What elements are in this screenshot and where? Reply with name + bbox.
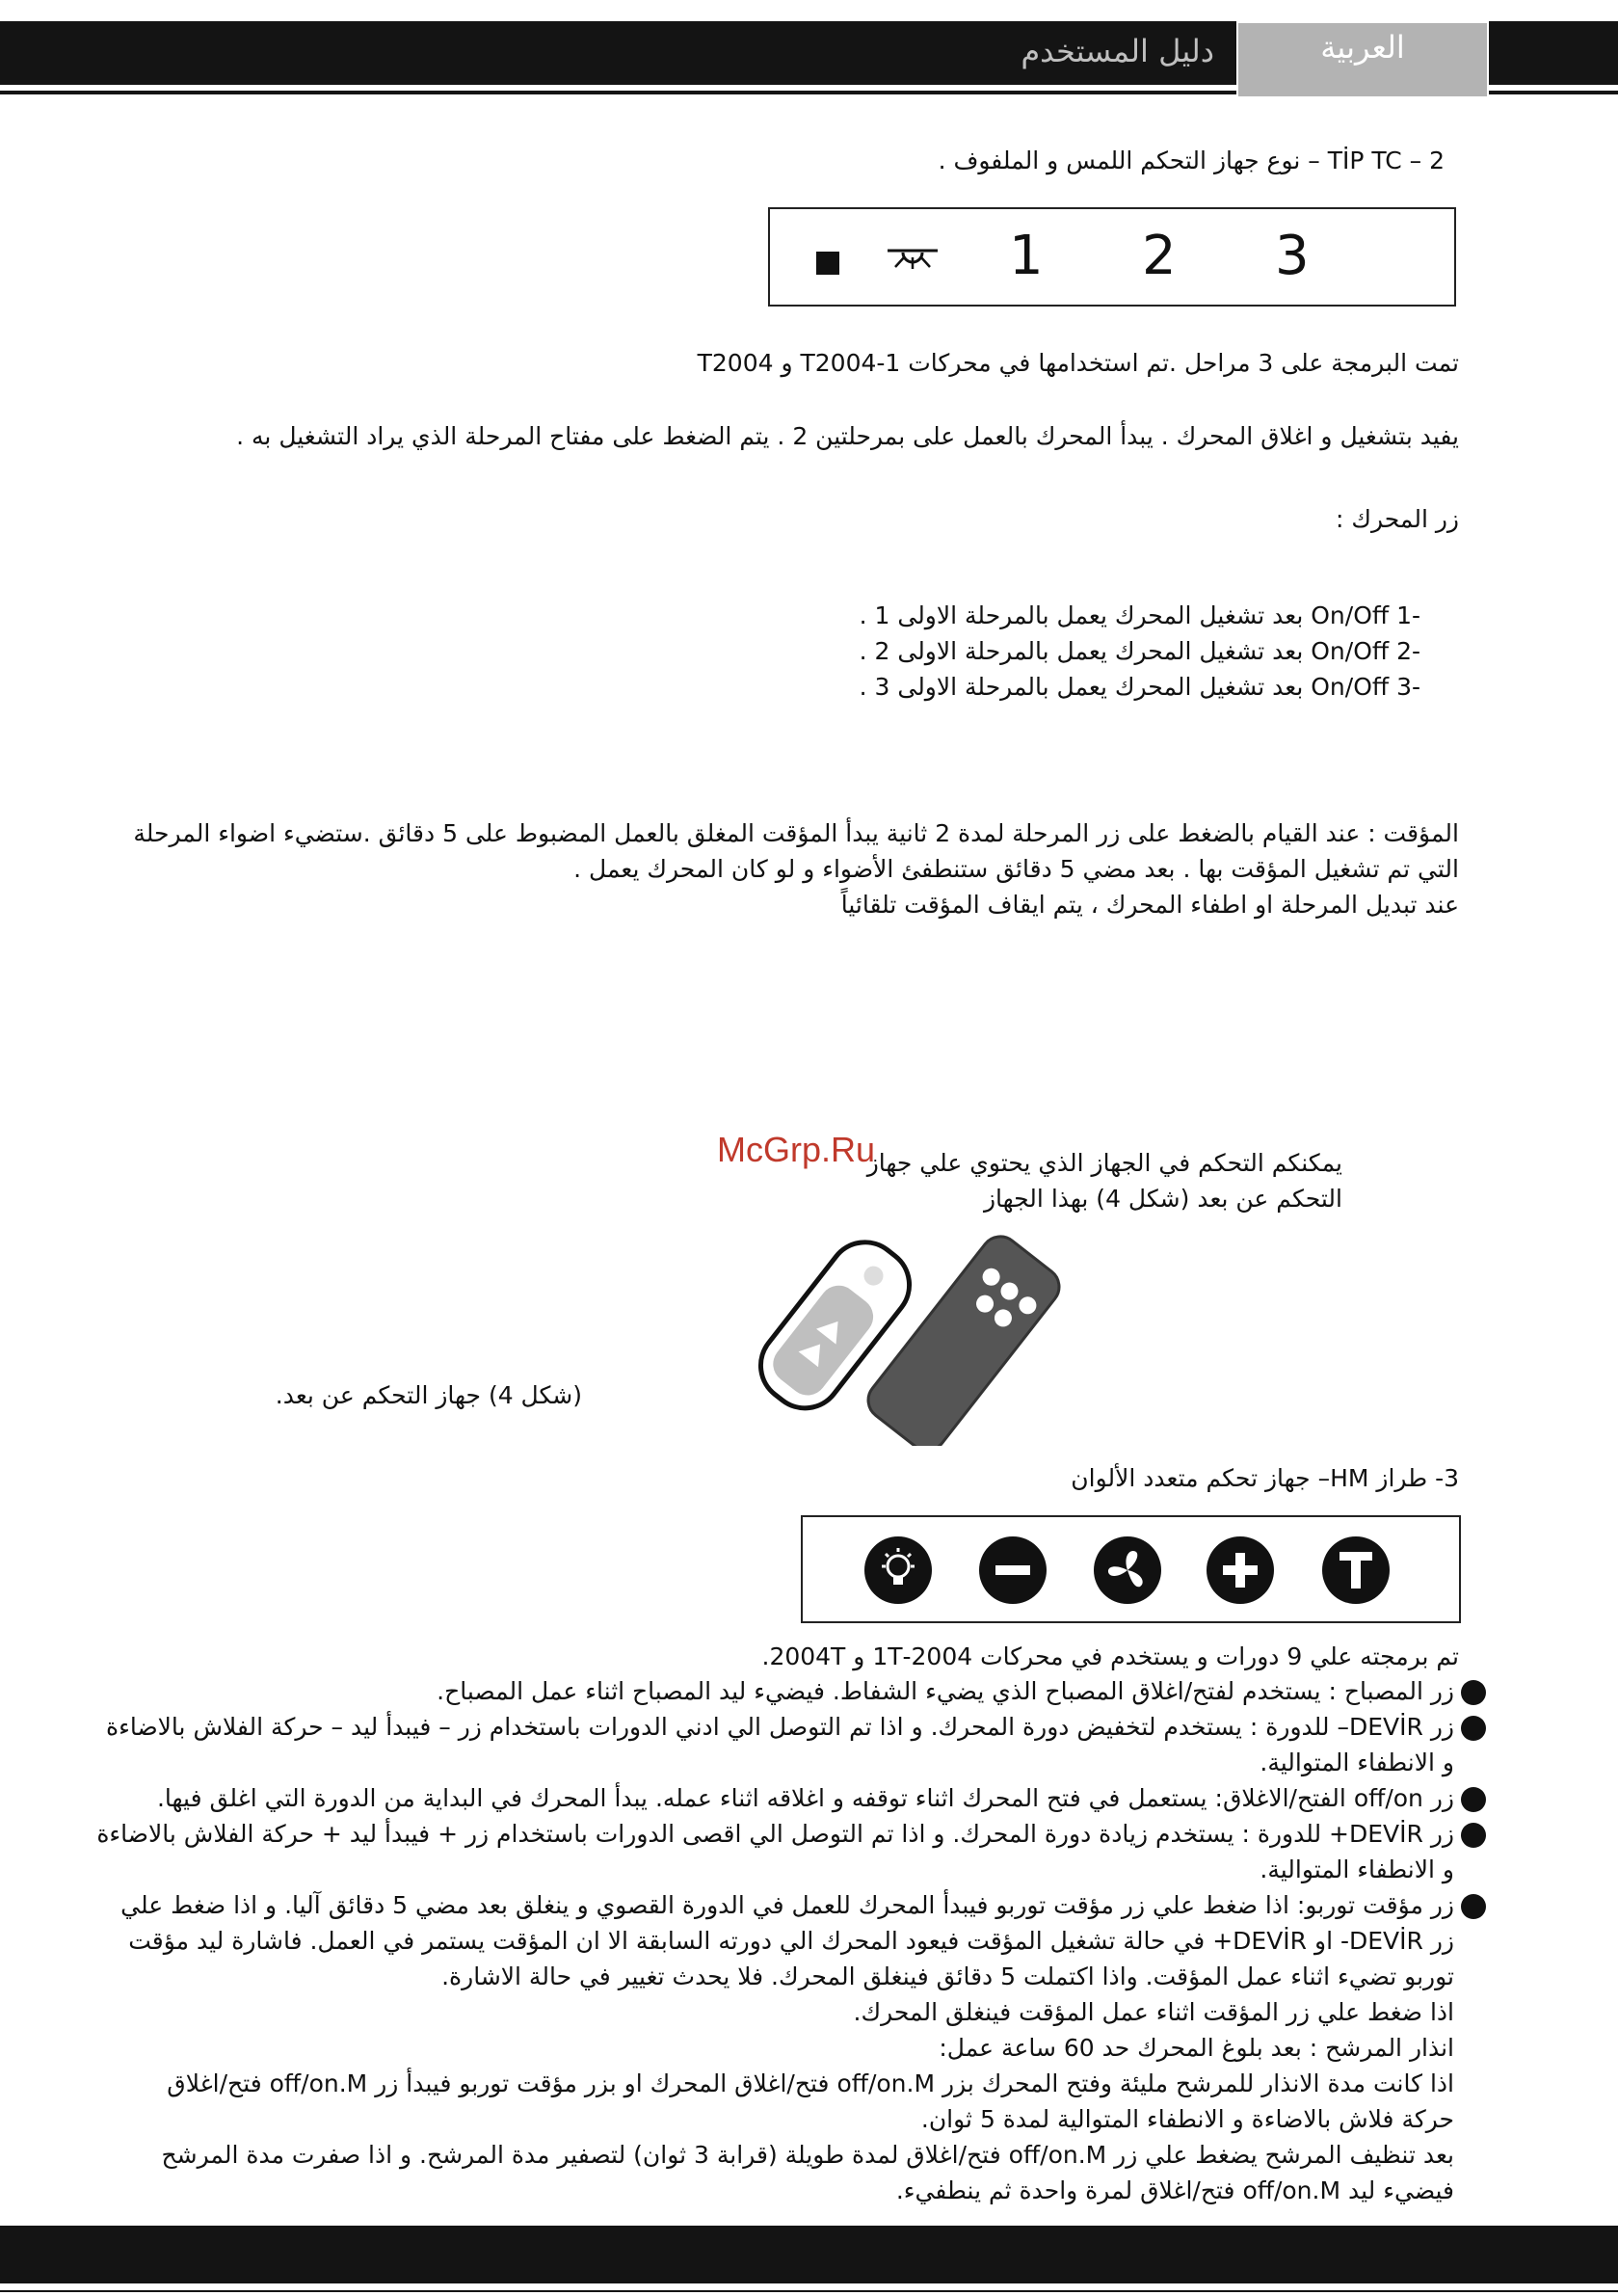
figure-4-caption: (شكل 4) جهاز التحكم عن بعد. xyxy=(275,1381,582,1409)
language-label: العربية xyxy=(1320,29,1405,66)
hm-item: اذا كانت مدة الانذار للمرشح مليئة وفتح المحرك بزر off/on.M فتح/اغلاق المحرك او بزر مؤقت توربو فيبدأ زر off/on.M فتح/اغلاق xyxy=(167,2069,1454,2097)
timer-text: المؤقت : عند القيام بالضغط على زر المرحلة لمدة 2 ثانية يبدأ المؤقت المغلق بالعمل المضبوط على 5 دقائق .ستضيء اضواء المرحلة xyxy=(133,819,1459,847)
fan-icon xyxy=(1094,1536,1161,1604)
footer-bar xyxy=(0,2226,1618,2283)
lamp-button xyxy=(864,1536,932,1604)
remote-text: يمكنكم التحكم في الجهاز الذي يحتوي علي جهاز xyxy=(866,1149,1342,1177)
stage-3-key: 3 xyxy=(1275,225,1310,287)
motor-item: -1 On/Off بعد تشغيل المحرك يعمل بالمرحلة الاولى 1 . xyxy=(859,601,1420,629)
hm-item: توربو تضيء اثناء عمل المؤقت. واذا اكتملت 5 دقائق فينغلق المحرك. فلا يحدث تغيير في حالة الاشارة. xyxy=(441,1962,1454,1990)
stage-2-key: 2 xyxy=(1142,225,1177,287)
footer-rule xyxy=(0,2290,1618,2292)
hm-item: زر DEVİR+ للدورة : يستخدم زيادة دورة المحرك. و اذا تم التوصل الي اقصى الدورات باستخدام زر + فيبدأ ليد + حركة الفلاش بالاضاءة xyxy=(96,1820,1454,1848)
remote-control-figure xyxy=(728,1215,1074,1446)
turbo-timer-button xyxy=(1322,1536,1390,1604)
tc2-usage-text: يفيد بتشغيل و اغلاق المحرك . يبدأ المحرك بالعمل على بمرحلتين 2 . يتم الضغط على مفتاح المرحلة الذي يراد التشغيل به . xyxy=(236,422,1459,450)
tc2-programming-text: تمت البرمجة على 3 مراحل .تم استخدامها في محركات T2004-1 و T2004 xyxy=(697,349,1459,377)
stage-1-key: 1 xyxy=(1009,225,1044,287)
hm-intro: تم برمجته علي 9 دورات و يستخدم في محركات 2004-1T و 2004T. xyxy=(761,1642,1459,1670)
hm-item: فيضيء ليد off/on.M فتح/اغلاق لمرة واحدة ثم ينطفيء. xyxy=(895,2176,1454,2204)
hm-item: اذا ضغط علي زر المؤقت اثناء عمل المؤقت فينغلق المحرك. xyxy=(853,1998,1454,2026)
speed-up-button xyxy=(1207,1536,1274,1604)
manual-title: دليل المستخدم xyxy=(1021,33,1214,69)
turbo-t-icon xyxy=(1322,1536,1390,1604)
motor-item: -3 On/Off بعد تشغيل المحرك يعمل بالمرحلة الاولى 3 . xyxy=(859,673,1420,701)
hm-item: انذار المرشح : بعد بلوغ المحرك حد 60 ساعة عمل: xyxy=(939,2034,1454,2062)
light-icon xyxy=(886,246,940,271)
hm-item: و الانطفاء المتوالية. xyxy=(1260,1749,1454,1776)
hm-item: بعد تنظيف المرشح يضغط علي زر off/on.M فتح/اغلاق لمدة طويلة (قرابة 3 ثوان) لتصفير مدة المرشح. و اذا صفرت مدة المرشح xyxy=(161,2141,1454,2169)
hm-item: زر مؤقت توربو: اذا ضغط علي زر مؤقت توربو فيبدأ المحرك للعمل في الدورة القصوي و ينغلق بعد مضي 5 دقائق آليا. و اذا ضغط علي xyxy=(120,1891,1454,1919)
timer-text: عند تبديل المرحلة او اطفاء المحرك ، يتم ايقاف المؤقت تلقائياً xyxy=(840,891,1459,919)
tc2-heading: 2 – TİP TC – نوع جهاز التحكم اللمس و الملفوف . xyxy=(938,147,1445,174)
timer-text: التي تم تشغيل المؤقت بها . بعد مضي 5 دقائق ستنطفئ الأضواء و لو كان المحرك يعمل . xyxy=(573,855,1459,883)
touch-panel-diagram xyxy=(768,207,1456,307)
speed-down-button xyxy=(979,1536,1047,1604)
hm-control-panel xyxy=(801,1515,1461,1623)
motor-item: -2 On/Off بعد تشغيل المحرك يعمل بالمرحلة الاولى 2 . xyxy=(859,637,1420,665)
minus-bullet-icon xyxy=(1461,1716,1486,1741)
motor-button-title: زر المحرك : xyxy=(1335,505,1459,533)
hm-heading: 3- طراز HM– جهاز تحكم متعدد الألوان xyxy=(1071,1464,1459,1492)
power-square-icon xyxy=(816,252,839,275)
hm-item: زر DEVİR– للدورة : يستخدم لتخفيض دورة المحرك. و اذا تم التوصل الي ادني الدورات باستخدام زر – فيبدأ ليد – حركة الفلاش بالاضاءة xyxy=(105,1713,1454,1741)
turbo-bullet-icon xyxy=(1461,1894,1486,1919)
watermark: McGrp.Ru xyxy=(717,1130,876,1169)
plus-bullet-icon xyxy=(1461,1823,1486,1848)
on-off-button xyxy=(1094,1536,1161,1604)
plus-icon xyxy=(1207,1536,1274,1604)
remote-text: التحكم عن بعد (شكل 4) بهذا الجهاز xyxy=(983,1185,1342,1213)
hm-item: و الانطفاء المتوالية. xyxy=(1260,1855,1454,1883)
hm-item: زر DEVİR- او DEVİR+ في حالة تشغيل المؤقت فيعود المحرك الي دورته السابقة الا ان المؤقت يستمر في العمل. فاشارة ليد مؤقت xyxy=(128,1927,1454,1955)
hm-item: حركة فلاش بالاضاءة و الانطفاء المتوالية لمدة 5 ثوان. xyxy=(920,2105,1454,2133)
hm-item: زر المصباح : يستخدم لفتح/اغلاق المصباح الذي يضيء الشفاط. فيضيء ليد المصباح اثناء عمل المصباح. xyxy=(437,1677,1454,1705)
lamp-icon xyxy=(864,1536,932,1604)
fan-bullet-icon xyxy=(1461,1787,1486,1812)
lamp-bullet-icon xyxy=(1461,1680,1486,1705)
hm-item: زر off/on الفتح/الاغلاق: يستعمل في فتح المحرك اثناء توقفه و اغلاقه اثناء عمله. يبدأ المحرك في البداية من الدورة التي اغلق فيها. xyxy=(156,1784,1454,1812)
minus-icon xyxy=(979,1536,1047,1604)
